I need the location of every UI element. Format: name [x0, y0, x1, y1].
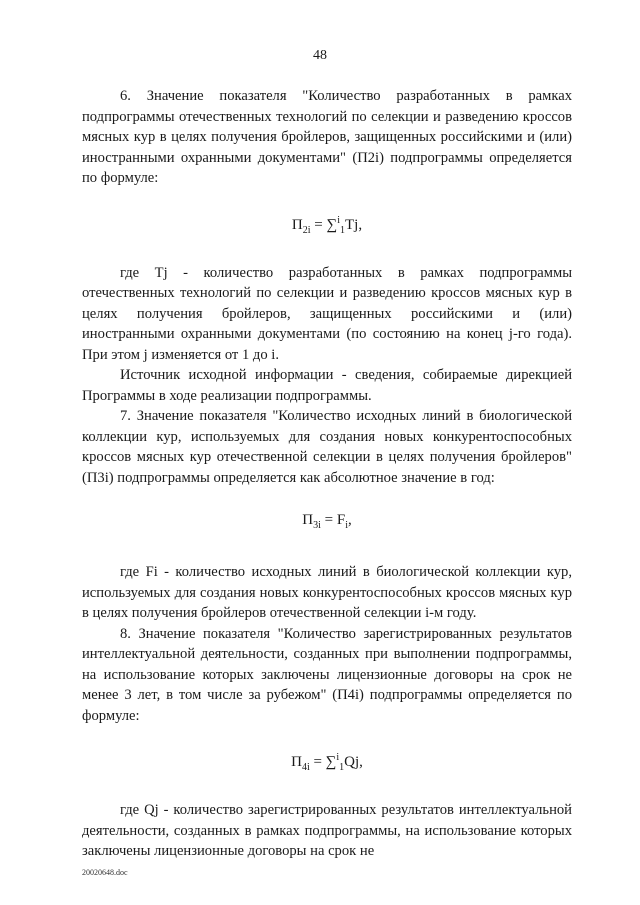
formula-p3i-rhs-var: = F — [320, 512, 346, 528]
formula-p4i — [82, 748, 572, 773]
paragraph-indicator-7: 7. Значение показателя "Количество исходных линий в биологической коллекции кур, используемых для создания новых конкурентоспособных кроссов мясных кур отечественной селекции в целях получения бройлеров" (П3i) подпрограммы определяется как абсолютное значение в год: — [82, 408, 572, 486]
paragraph-source: Источник исходной информации - сведения, собираемые дирекцией Программы в ходе реализации подпрограммы. — [82, 367, 572, 404]
formula-p2i-sum-lower: 1 — [339, 224, 345, 236]
formula-p2i-sum-upper: i — [337, 214, 340, 226]
formula-p2i-lhs-sub: 2i — [302, 224, 311, 236]
formula-p4i-sum-lower: 1 — [339, 762, 345, 773]
document-body — [82, 86, 572, 862]
paragraph-indicator-6: 6. Значение показателя "Количество разработанных в рамках подпрограммы отечественных технологий по селекции и разведению кроссов мясных кур в целях получения бройлеров, защищенных российскими и (или) иностранными охранными документами" (П2i) подпрограммы определяется по формуле: — [82, 88, 572, 186]
formula-p3i-lhs: П — [302, 512, 314, 528]
formula-p4i-sum: = ∑ — [309, 754, 337, 770]
formula-p2i-sum: = ∑ — [310, 216, 338, 233]
formula-p3i — [82, 510, 572, 532]
paragraph-indicator-8: 8. Значение показателя "Количество зарегистрированных результатов интеллектуальной деятельности, созданных при выполнении подпрограммы, на использование которых заключены лицензионные договоры на срок не менее 3 лет, в том числе за рубежом" (П4i) подпрограммы определяется по формуле: — [82, 625, 572, 724]
formula-p4i-sum-upper: i — [336, 752, 340, 763]
formula-p3i-lhs-sub: 3i — [313, 520, 321, 531]
page-number: 48 — [313, 48, 327, 63]
paragraph-fi-definition: где Fi - количество исходных линий в биологической коллекции кур, используемых для создания новых конкурентоспособных кроссов мясных кур в целях получения бройлеров отечественной селекции i-м году. — [82, 564, 572, 621]
formula-p2i-rhs: Tj, — [344, 216, 363, 233]
paragraph-tj-definition: где Tj - количество разработанных в рамках подпрограммы отечественных технологий по селекции и разведению кроссов мясных кур в целях получения бройлеров, защищенных российскими и (или) иностранными охранными документами (по состоянию на конец j-го года). При этом j изменяется от 1 до i. — [82, 264, 572, 363]
formula-p4i-lhs-sub: 4i — [301, 762, 310, 773]
formula-p3i-rhs-end: , — [347, 512, 352, 528]
paragraph-qj-definition: где Qj - количество зарегистрированных результатов интеллектуальной деятельности, созданных в рамках подпрограммы, на использование которых заключены лицензионные договоры на срок не — [82, 802, 572, 859]
formula-p3i-rhs-sub: i — [345, 520, 348, 531]
formula-p4i-rhs: Qj, — [344, 754, 363, 770]
formula-p2i — [82, 211, 572, 236]
formula-p4i-lhs: П — [291, 754, 302, 770]
formula-p2i-lhs: П — [291, 216, 303, 233]
footer-filename: 20020648.doc — [82, 868, 128, 877]
